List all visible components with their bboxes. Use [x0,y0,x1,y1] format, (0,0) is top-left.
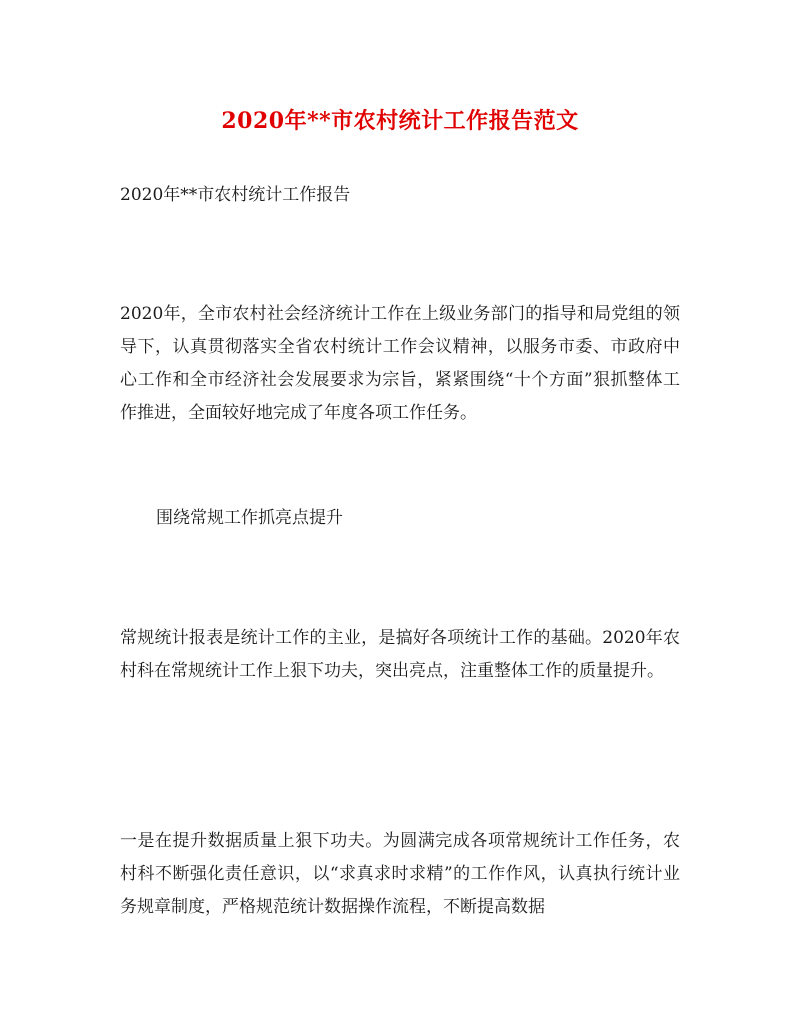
paragraph-routine-statistics: 常规统计报表是统计工作的主业，是搞好各项统计工作的基础。2020年农村科在常规统计工作上狠下功夫，突出亮点，注重整体工作的质量提升。 [120,628,680,681]
section-heading: 围绕常规工作抓亮点提升 [156,508,343,528]
paragraph-intro: 2020年，全市农村社会经济统计工作在上级业务部门的指导和局党组的领导下，认真贯彻落实全省农村统计工作会议精神，以服务市委、市政府中心工作和全市经济社会发展要求为宗旨，紧紧围绕“十个方面”狠抓整体工作推进，全面较好地完成了年度各项工作任务。 [120,304,680,423]
document-subtitle: 2020年**市农村统计工作报告 [120,185,351,205]
document-title: 2020年**市农村统计工作报告范文 [221,108,579,134]
paragraph-data-quality: 一是在提升数据质量上狠下功夫。为圆满完成各项常规统计工作任务，农村科不断强化责任意识，以“求真求时求精”的工作作风，认真执行统计业务规章制度，严格规范统计数据操作流程，不断提高数据 [120,831,680,917]
